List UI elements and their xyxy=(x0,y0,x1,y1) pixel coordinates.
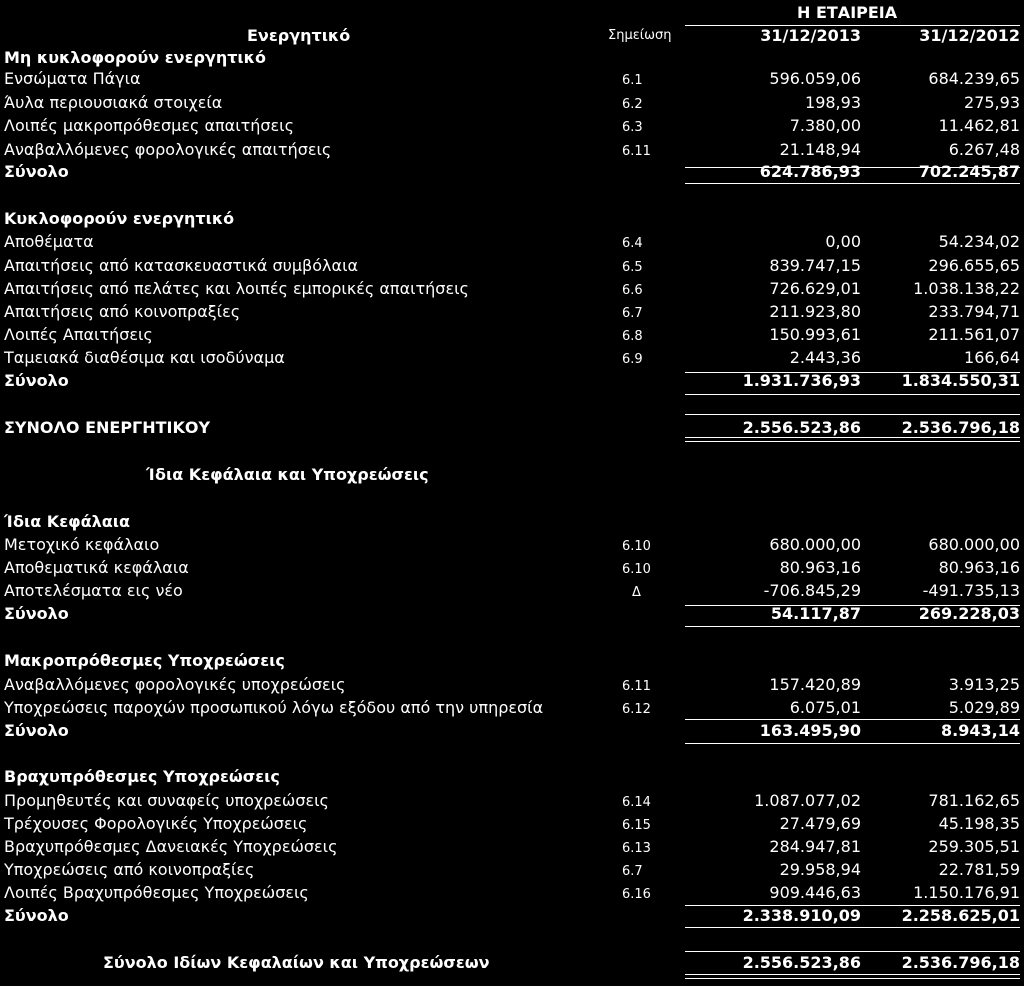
row-value-2013: 6.075,01 xyxy=(789,698,861,717)
row-value-2013: 7.380,00 xyxy=(789,116,861,135)
row-value-2013: 909.446,63 xyxy=(769,883,861,902)
row-value-2013: 2.556.523,86 xyxy=(742,418,861,437)
row-value-2013: 54.117,87 xyxy=(770,604,861,623)
row-note: 6.4 xyxy=(622,236,643,251)
row-value-2013: 211.923,80 xyxy=(769,302,861,321)
row-label: Απαιτήσεις από πελάτες και λοιπές εμπορικές απαιτήσεις xyxy=(4,279,469,298)
row-value-2013: 80.963,16 xyxy=(779,558,861,577)
row-note: 6.3 xyxy=(622,120,643,135)
row-label: Σύνολο xyxy=(4,604,69,623)
row-value-2012: 211.561,07 xyxy=(928,325,1020,344)
row-value-2012: 275,93 xyxy=(964,93,1020,112)
row-value-2012: 54.234,02 xyxy=(938,232,1020,251)
row-label: Αναβαλλόμενες φορολογικές απαιτήσεις xyxy=(4,140,332,159)
row-note: 6.9 xyxy=(622,352,643,367)
row-label: Σύνολο Ιδίων Κεφαλαίων και Υποχρεώσεων xyxy=(103,953,490,972)
row-label: Αποθεματικά κεφάλαια xyxy=(4,558,189,577)
row-note: 6.7 xyxy=(622,864,643,879)
row-label: Μη κυκλοφορούν ενεργητικό xyxy=(4,48,267,67)
row-note: 6.7 xyxy=(622,306,643,321)
row-label: Ενσώματα Πάγια xyxy=(4,69,141,88)
row-label: Απαιτήσεις από κοινοπραξίες xyxy=(4,302,241,321)
row-label: Μακροπρόθεσμες Υποχρεώσεις xyxy=(4,651,285,670)
row-note: 6.1 xyxy=(622,73,643,88)
assets-title: Ενεργητικό xyxy=(247,26,351,45)
row-value-2013: 2.338.910,09 xyxy=(742,906,861,925)
row-value-2012: 296.655,65 xyxy=(928,256,1020,275)
row-label: Ίδια Κεφάλαια xyxy=(4,512,130,531)
row-value-2012: 6.267,48 xyxy=(948,140,1020,159)
row-value-2012: 1.834.550,31 xyxy=(901,371,1020,390)
row-value-2013: 0,00 xyxy=(825,232,861,251)
row-value-2012: 11.462,81 xyxy=(938,116,1020,135)
row-value-2013: 1.931.736,93 xyxy=(742,371,861,390)
row-value-2013: 2.443,36 xyxy=(789,348,861,367)
row-value-2013: 596.059,06 xyxy=(769,69,861,88)
row-note: 6.10 xyxy=(622,562,651,577)
row-note: 6.5 xyxy=(622,260,643,275)
row-label: Λοιπές Βραχυπρόθεσμες Υποχρεώσεις xyxy=(4,883,309,902)
row-label: Ταμειακά διαθέσιμα και ισοδύναμα xyxy=(4,348,285,367)
row-note: 6.6 xyxy=(622,283,643,298)
row-value-2013: 29.958,94 xyxy=(779,860,861,879)
row-value-2012: 259.305,51 xyxy=(928,837,1020,856)
row-label: Άυλα περιουσιακά στοιχεία xyxy=(4,93,223,112)
row-value-2012: 702.245,87 xyxy=(918,162,1020,181)
row-value-2012: 3.913,25 xyxy=(948,675,1020,694)
row-note: 6.8 xyxy=(622,329,643,344)
row-label: Σύνολο xyxy=(4,721,69,740)
row-note: 6.11 xyxy=(622,144,651,159)
row-label: Λοιπές Απαιτήσεις xyxy=(4,325,153,344)
row-note: 6.15 xyxy=(622,818,651,833)
row-note: 6.10 xyxy=(622,539,651,554)
row-value-2012: 1.150.176,91 xyxy=(913,883,1020,902)
row-value-2013: 839.747,15 xyxy=(769,256,861,275)
row-label: Σύνολο xyxy=(4,371,69,390)
row-note: 6.16 xyxy=(622,887,651,902)
row-value-2012: -491.735,13 xyxy=(922,581,1020,600)
row-value-2012: 684.239,65 xyxy=(928,69,1020,88)
row-value-2012: 80.963,16 xyxy=(938,558,1020,577)
row-note: 6.12 xyxy=(622,702,651,717)
row-value-2013: 150.993,61 xyxy=(769,325,861,344)
row-value-2013: 726.629,01 xyxy=(769,279,861,298)
row-note: 6.11 xyxy=(622,679,651,694)
row-label: Απαιτήσεις από κατασκευαστικά συμβόλαια xyxy=(4,256,359,275)
row-label: Μετοχικό κεφάλαιο xyxy=(4,535,160,554)
year-2013-header: 31/12/2013 xyxy=(760,26,861,45)
row-value-2012: 8.943,14 xyxy=(941,721,1020,740)
row-value-2012: 233.794,71 xyxy=(928,302,1020,321)
row-label: ΣΥΝΟΛΟ ΕΝΕΡΓΗΤΙΚΟΥ xyxy=(4,418,211,437)
row-value-2013: 163.495,90 xyxy=(759,721,861,740)
row-value-2013: 2.556.523,86 xyxy=(742,953,861,972)
row-label: Προμηθευτές και συναφείς υποχρεώσεις xyxy=(4,791,329,810)
year-2012-header: 31/12/2012 xyxy=(919,26,1020,45)
company-header: Η ΕΤΑΙΡΕΙΑ xyxy=(797,3,898,22)
row-value-2012: 680.000,00 xyxy=(928,535,1020,554)
note-column-header: Σημείωση xyxy=(608,28,672,43)
row-note: 6.14 xyxy=(622,795,651,810)
row-value-2012: 781.162,65 xyxy=(928,791,1020,810)
row-value-2013: 198,93 xyxy=(805,93,861,112)
row-label: Λοιπές μακροπρόθεσμες απαιτήσεις xyxy=(4,116,294,135)
row-value-2012: 45.198,35 xyxy=(938,814,1020,833)
row-value-2012: 1.038.138,22 xyxy=(913,279,1020,298)
row-note: 6.2 xyxy=(622,97,643,112)
row-value-2013: 284.947,81 xyxy=(769,837,861,856)
row-value-2012: 166,64 xyxy=(964,348,1020,367)
row-value-2012: 2.536.796,18 xyxy=(901,953,1020,972)
row-value-2012: 2.258.625,01 xyxy=(901,906,1020,925)
row-value-2013: 157.420,89 xyxy=(769,675,861,694)
row-value-2012: 5.029,89 xyxy=(948,698,1020,717)
row-label: Τρέχουσες Φορολογικές Υποχρεώσεις xyxy=(4,814,308,833)
row-label: Κυκλοφορούν ενεργητικό xyxy=(4,209,235,228)
row-value-2013: 1.087.077,02 xyxy=(754,791,861,810)
row-label: Αποτελέσματα εις νέο xyxy=(4,581,183,600)
row-note: 6.13 xyxy=(622,841,651,856)
row-label: Ίδια Κεφάλαια και Υποχρεώσεις xyxy=(146,465,429,484)
row-value-2012: 2.536.796,18 xyxy=(901,418,1020,437)
row-value-2012: 22.781,59 xyxy=(938,860,1020,879)
row-label: Βραχυπρόθεσμες Υποχρεώσεις xyxy=(4,767,280,786)
row-value-2013: 624.786,93 xyxy=(759,162,861,181)
row-value-2013: -706.845,29 xyxy=(763,581,861,600)
row-value-2013: 27.479,69 xyxy=(779,814,861,833)
row-label: Υποχρεώσεις από κοινοπραξίες xyxy=(4,860,255,879)
row-value-2012: 269.228,03 xyxy=(918,604,1020,623)
row-value-2013: 680.000,00 xyxy=(769,535,861,554)
row-value-2013: 21.148,94 xyxy=(779,140,861,159)
row-label: Αναβαλλόμενες φορολογικές υποχρεώσεις xyxy=(4,675,346,694)
row-label: Αποθέματα xyxy=(4,232,94,251)
row-note: Δ xyxy=(632,585,641,600)
row-label: Σύνολο xyxy=(4,162,69,181)
row-label: Βραχυπρόθεσμες Δανειακές Υποχρεώσεις xyxy=(4,837,338,856)
row-label: Σύνολο xyxy=(4,906,69,925)
row-label: Υποχρεώσεις παροχών προσωπικού λόγω εξόδου από την υπηρεσία xyxy=(4,698,544,717)
